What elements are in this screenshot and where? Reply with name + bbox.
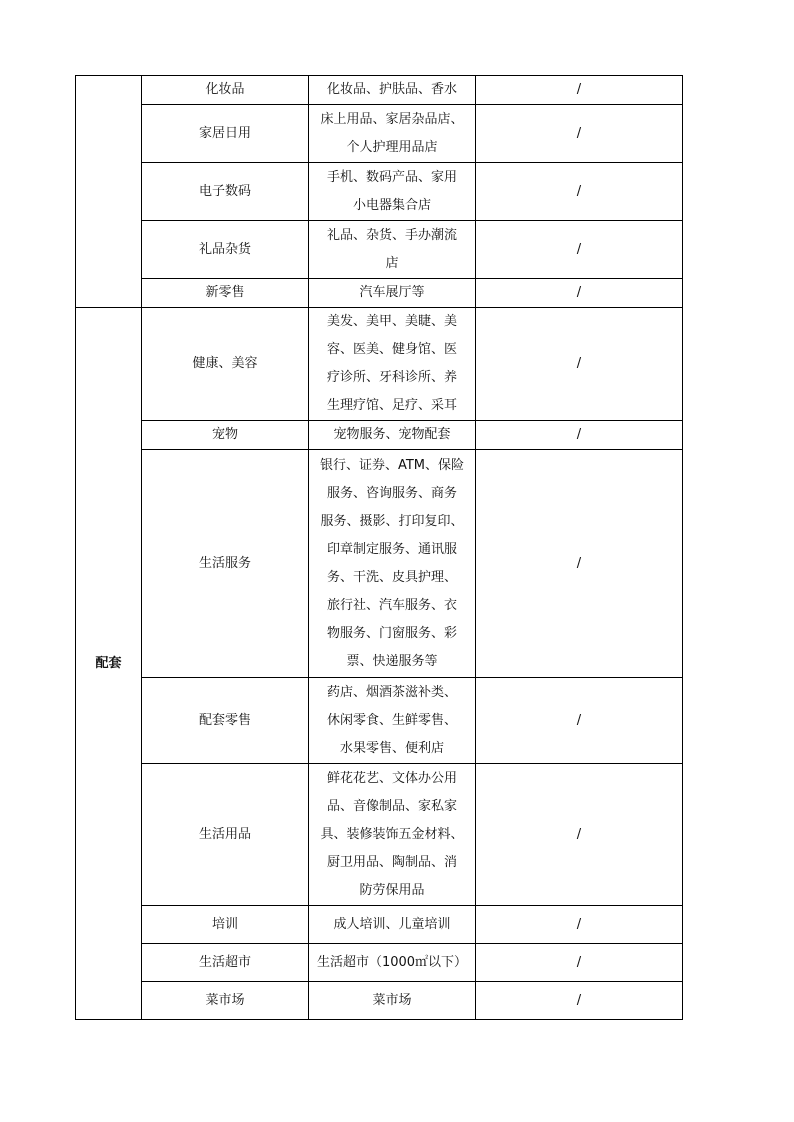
- category-description-cell: [309, 163, 476, 221]
- description-line: 旅行社、汽车服务、衣: [326, 597, 457, 613]
- category-description-cell: [309, 450, 476, 678]
- category-description-cell: [309, 906, 476, 944]
- group-label-cell: 配套: [76, 308, 142, 1020]
- value-cell: /: [476, 982, 683, 1020]
- value-cell: /: [476, 76, 683, 105]
- category-description-cell: [309, 308, 476, 421]
- description-line: 成人培训、儿童培训: [333, 916, 451, 932]
- description-line: 具、装修装饰五金材料、: [320, 826, 464, 842]
- description-line: 宠物服务、宠物配套: [333, 427, 451, 442]
- table-row: [76, 982, 683, 1020]
- value-cell: /: [476, 163, 683, 221]
- category-description-cell: [309, 221, 476, 279]
- description-line: 化妆品、护肤品、香水: [326, 82, 457, 97]
- description-line: 票、快递服务等: [346, 653, 438, 669]
- table-row: [76, 76, 683, 105]
- table-body: [76, 76, 683, 1020]
- description-line: 个人护理用品店: [346, 139, 438, 155]
- description-line: 水果零售、便利店: [339, 740, 444, 756]
- description-line: 休闲零食、生鲜零售、: [326, 712, 457, 728]
- value-cell: /: [476, 221, 683, 279]
- description-line: 小电器集合店: [352, 197, 431, 213]
- category-name-cell: 菜市场: [142, 982, 309, 1020]
- description-line: 床上用品、家居杂品店、: [320, 111, 464, 127]
- description-line: 疗诊所、牙科诊所、养: [326, 370, 457, 385]
- description-line: 服务、咨询服务、商务: [326, 485, 457, 501]
- description-line: 服务、摄影、打印复印、: [320, 513, 464, 529]
- value-cell: /: [476, 450, 683, 678]
- category-name-cell: 礼品杂货: [142, 221, 309, 279]
- table-row: [76, 764, 683, 906]
- description-line: 手机、数码产品、家用: [326, 169, 457, 185]
- value-cell: /: [476, 279, 683, 308]
- table-row: [76, 105, 683, 163]
- description-line: 店: [385, 255, 399, 271]
- value-cell: /: [476, 678, 683, 764]
- table-row: [76, 221, 683, 279]
- description-line: 美发、美甲、美睫、美: [326, 314, 457, 329]
- table-row: [76, 906, 683, 944]
- description-line: 务、干洗、皮具护理、: [326, 569, 457, 585]
- category-description-cell: [309, 678, 476, 764]
- description-line: 鲜花花艺、文体办公用: [326, 770, 457, 786]
- value-cell: /: [476, 421, 683, 450]
- description-line: 防劳保用品: [359, 882, 425, 898]
- value-cell: /: [476, 105, 683, 163]
- category-description-cell: [309, 105, 476, 163]
- category-description-cell: [309, 944, 476, 982]
- table-row: [76, 279, 683, 308]
- description-line: 印章制定服务、通讯服: [326, 541, 457, 557]
- description-line: 银行、证券、ATM、保险: [319, 457, 465, 473]
- category-name-cell: 生活用品: [142, 764, 309, 906]
- group-label-cell: [76, 76, 142, 308]
- category-description-cell: [309, 764, 476, 906]
- category-description-cell: [309, 421, 476, 450]
- description-line: 生活超市（1000㎡以下）: [316, 954, 468, 970]
- category-name-cell: 生活服务: [142, 450, 309, 678]
- category-name-cell: 家居日用: [142, 105, 309, 163]
- category-name-cell: 宠物: [142, 421, 309, 450]
- description-line: 厨卫用品、陶制品、消: [326, 854, 457, 870]
- category-name-cell: 电子数码: [142, 163, 309, 221]
- value-cell: /: [476, 764, 683, 906]
- table-row: [76, 944, 683, 982]
- description-line: 物服务、门窗服务、彩: [326, 625, 457, 641]
- value-cell: /: [476, 944, 683, 982]
- table-row: [76, 421, 683, 450]
- category-table: [75, 75, 683, 1020]
- category-name-cell: 培训: [142, 906, 309, 944]
- description-line: 药店、烟酒茶滋补类、: [326, 684, 457, 700]
- description-line: 生理疗馆、足疗、采耳: [326, 398, 457, 413]
- description-line: 菜市场: [372, 992, 412, 1008]
- table-row: [76, 308, 683, 421]
- category-name-cell: 化妆品: [142, 76, 309, 105]
- value-cell: /: [476, 308, 683, 421]
- table-row: [76, 678, 683, 764]
- category-name-cell: 健康、美容: [142, 308, 309, 421]
- category-name-cell: 新零售: [142, 279, 309, 308]
- description-line: 容、医美、健身馆、医: [326, 342, 457, 357]
- category-description-cell: [309, 982, 476, 1020]
- category-description-cell: [309, 279, 476, 308]
- description-line: 礼品、杂货、手办潮流: [326, 227, 457, 243]
- category-description-cell: [309, 76, 476, 105]
- category-name-cell: 生活超市: [142, 944, 309, 982]
- table-row: [76, 163, 683, 221]
- description-line: 品、音像制品、家私家: [326, 798, 457, 814]
- description-line: 汽车展厅等: [359, 285, 425, 300]
- value-cell: /: [476, 906, 683, 944]
- table-row: [76, 450, 683, 678]
- category-name-cell: 配套零售: [142, 678, 309, 764]
